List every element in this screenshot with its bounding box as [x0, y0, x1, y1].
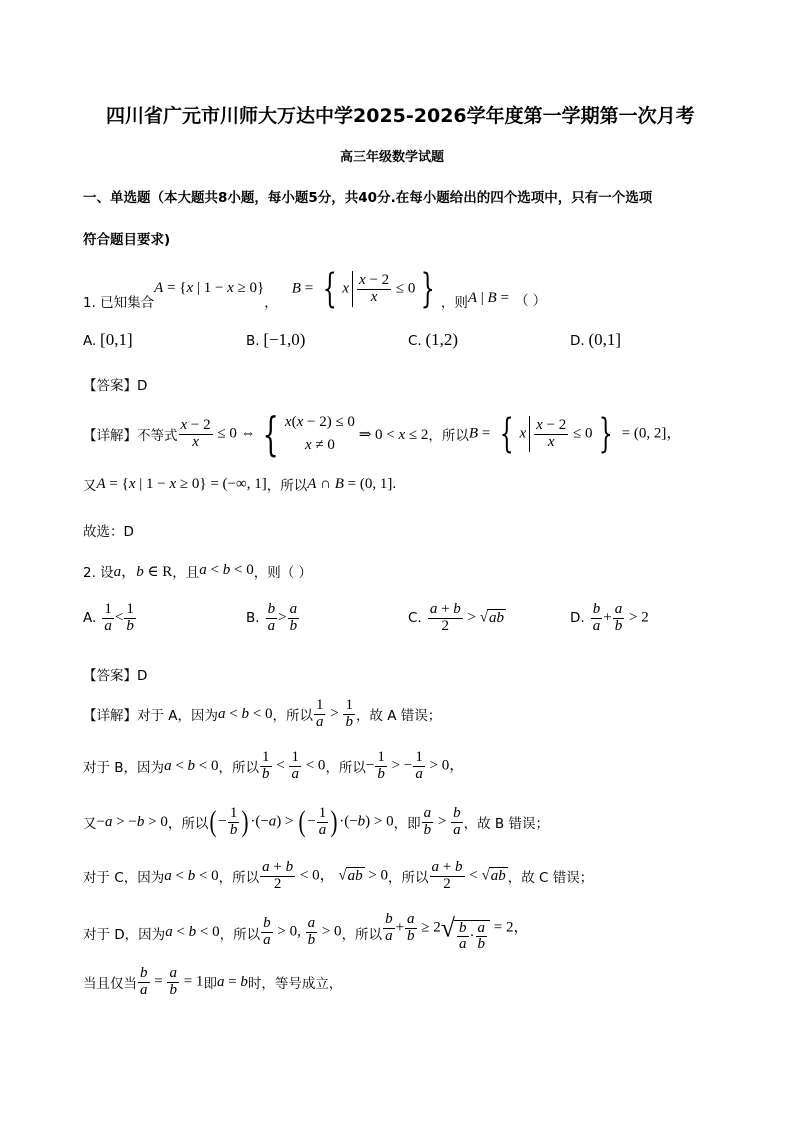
- q1-option-b[interactable]: B. [−1,0): [246, 330, 306, 349]
- q2-detail-a: 【详解】对于 A，因为 a < b < 0 ，所以 $\frac{1}{a}$ > $\frac{1}{b}$ ，故 A 错误；: [83, 697, 442, 730]
- q1-detail-line2: 又 A = {x | 1 − x ≥ 0} = (−∞, 1] ，所以 A ∩ B = (0, 1].: [83, 475, 397, 494]
- question-2-stem: 2. 设 a，b ∈ R ，且 a < b < 0 ，则（ ）: [83, 562, 313, 581]
- q2-detail-equality: 当且仅当 $\frac{b}{a}$ = $\frac{a}{b}$ = 1 即 a = b 时，等号成立，: [83, 965, 343, 998]
- q1-choose: 故选：D: [83, 524, 134, 540]
- section-heading-line2: 符合题目要求): [83, 232, 171, 248]
- q2-option-c[interactable]: C. $\frac{a + b}{2}$ > √ab: [408, 601, 504, 634]
- intersection-expr: A | B =: [467, 289, 509, 306]
- question-1-stem: 1. 已知集合 A = {x | 1 − x ≥ 0} ， B = { x $\frac{x - 2}{x}$ ≤ 0 } ，则 A | B = （ ）: [83, 266, 547, 312]
- q1-prefix: 1. 已知集合: [83, 295, 155, 311]
- q2-option-a[interactable]: A. $\frac{1}{a}$ < $\frac{1}{b}$: [83, 601, 134, 634]
- q2-option-b[interactable]: B. $\frac{b}{a}$ > $\frac{a}{b}$: [246, 601, 298, 634]
- q2-option-d[interactable]: D. $\frac{b}{a}$ + $\frac{a}{b}$ > 2: [570, 601, 649, 634]
- q2-answer: 【答案】D: [83, 668, 148, 684]
- q2-detail-b1: 对于 B，因为 a < b < 0 ，所以 $\frac{1}{b}$ < $\frac{1}{a}$ < 0 ，所以 − $\frac{1}{b}$ > − $\frac{1}{a}$ > 0，: [83, 749, 465, 782]
- q1-detail-line1: 【详解】不等式 $\frac{x - 2}{x}$ ≤ 0 ⇔ { x(x − 2) ≤ 0 x ≠ 0 ⇒ 0 < x ≤ 2 ，所以 B = { x $\frac{x - 2}{x}$ ≤ 0 } = (0, 2]，: [83, 407, 682, 461]
- q1-option-a[interactable]: A. [0,1]: [83, 330, 133, 349]
- page-title: 四川省广元市川师大万达中学2025-2026学年度第一学期第一次月考: [106, 105, 695, 127]
- q2-detail-d: 对于 D，因为 a < b < 0 ，所以 $\frac{b}{a}$ > 0, $\frac{a}{b}$ > 0 ，所以 $\frac{b}{a}$ + $\frac{a}{b}$ ≥ 2√ $\frac{b}{a}$ · $\frac{a}{b}$ = 2，: [83, 911, 529, 953]
- q1-option-d[interactable]: D. (0,1]: [570, 330, 622, 349]
- q1-answer: 【答案】D: [83, 378, 148, 394]
- section-heading-line1: 一、单选题（本大题共8小题，每小题5分，共40分.在每小题给出的四个选项中，只有一个选项: [83, 190, 653, 206]
- q1-option-c[interactable]: C. (1,2): [408, 330, 459, 349]
- page-subtitle: 高三年级数学试题: [340, 150, 445, 165]
- set-a-definition: A = {x | 1 − x ≥ 0}: [154, 279, 265, 296]
- set-b-definition: B = { x $\frac{x - 2}{x}$ ≤ 0 }: [291, 266, 436, 312]
- q2-detail-c: 对于 C，因为 a < b < 0 ，所以 $\frac{a + b}{2}$ < 0， √ab > 0 ，所以 $\frac{a + b}{2}$ < √ab ，故 C 错误；: [83, 859, 594, 892]
- q2-detail-b2: 又 −a > −b > 0 ，所以 ( − $\frac{1}{b}$ ) ·(−a) > ( − $\frac{1}{a}$ ) ·(−b) > 0 ，即 $\frac{a}{b}$ > $\frac{b}{a}$ ，故 B 错误；: [83, 805, 549, 839]
